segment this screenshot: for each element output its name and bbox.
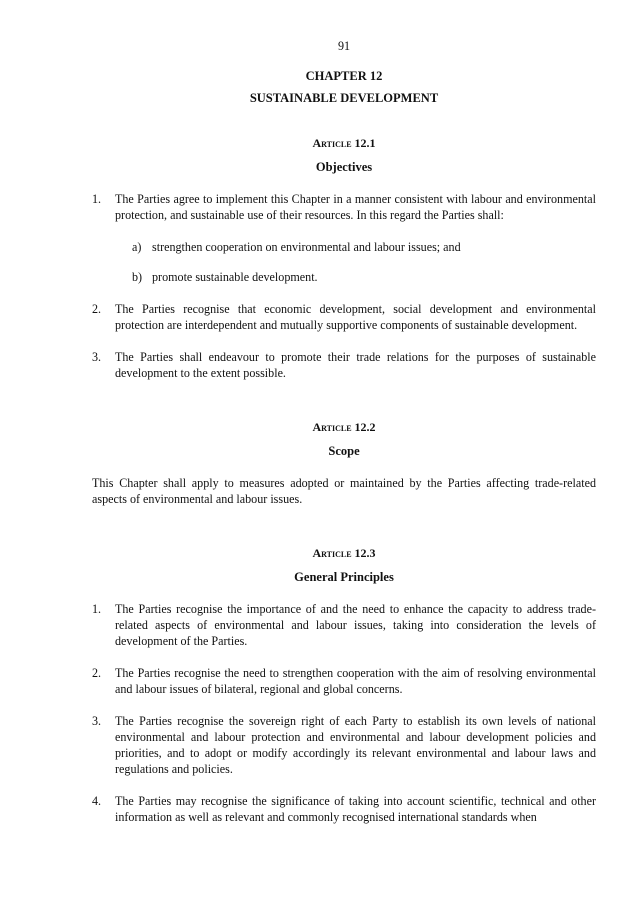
numbered-paragraph <box>92 665 596 697</box>
sub-item <box>132 269 596 285</box>
sub-item-text: promote sustainable development. <box>152 270 318 284</box>
paragraph-text: The Parties recognise the need to strengthen cooperation with the aim of resolving environmental and labour issues of bilateral, regional and global concerns. <box>115 666 596 696</box>
paragraph-text: The Parties recognise that economic development, social development and environmental protection are interdependent and mutually supportive components of sustainable development. <box>115 302 596 332</box>
numbered-paragraph <box>92 191 596 223</box>
paragraph-text: The Parties agree to implement this Chapter in a manner consistent with labour and environmental protection, and sustainable use of their resources. In this regard the Parties shall: <box>115 192 596 222</box>
article-12-1 <box>92 135 596 381</box>
sub-item-text: strengthen cooperation on environmental and labour issues; and <box>152 240 461 254</box>
page-number: 91 <box>337 39 351 53</box>
scope-paragraph: This Chapter shall apply to measures adopted or maintained by the Parties affecting trade-related aspects of environmental and labour issues. <box>92 476 596 506</box>
paragraph-number: 2. <box>92 666 102 680</box>
paragraph-text: The Parties shall endeavour to promote their trade relations for the purposes of sustainable development to the extent possible. <box>115 350 596 380</box>
article-heading-number: 12.2 <box>354 420 376 434</box>
article-heading-prefix: Article <box>312 420 352 434</box>
section-spacer <box>92 397 596 419</box>
chapter-title: CHAPTER 12 <box>305 69 383 83</box>
numbered-paragraph <box>92 349 596 381</box>
article-heading <box>92 135 596 151</box>
numbered-paragraph <box>92 601 596 649</box>
numbered-paragraph <box>92 713 596 777</box>
chapter-subtitle: SUSTAINABLE DEVELOPMENT <box>249 91 439 105</box>
sub-list <box>92 239 596 285</box>
paragraph-number: 4. <box>92 794 102 808</box>
paragraph-text: The Parties recognise the sovereign right of each Party to establish its own levels of national environmental and labour protection and environmental and labour development policies and priorities, and to adopt or modify accordingly its relevant environmental and labour laws and regulations and policies. <box>115 714 596 776</box>
article-heading-prefix: Article <box>312 546 352 560</box>
article-title: Objectives <box>315 160 373 174</box>
paragraph-number: 3. <box>92 714 102 728</box>
article-heading <box>92 419 596 435</box>
paragraph-text: The Parties recognise the importance of and the need to enhance the capacity to address trade-related aspects of environmental and labour issues, taking into consideration the levels of development of the Parties. <box>115 602 596 648</box>
paragraph-number: 1. <box>92 192 102 206</box>
article-heading-prefix: Article <box>312 136 352 150</box>
article-12-2 <box>92 419 596 507</box>
paragraph-number: 2. <box>92 302 102 316</box>
article-heading-number: 12.3 <box>354 546 376 560</box>
sub-item <box>132 239 596 255</box>
paragraph-number: 3. <box>92 350 102 364</box>
numbered-paragraph <box>92 793 596 825</box>
section-spacer <box>92 523 596 545</box>
sub-item-label: b) <box>132 270 143 284</box>
numbered-paragraph <box>92 301 596 333</box>
article-12-3 <box>92 545 596 825</box>
sub-item-label: a) <box>132 240 142 254</box>
article-heading-number: 12.1 <box>354 136 376 150</box>
paragraph-number: 1. <box>92 602 102 616</box>
article-title: General Principles <box>294 570 394 584</box>
article-title: Scope <box>328 444 360 458</box>
paragraph-text: The Parties may recognise the significance of taking into account scientific, technical and other information as well as relevant and commonly recognised international standards when <box>115 794 596 824</box>
article-heading <box>92 545 596 561</box>
